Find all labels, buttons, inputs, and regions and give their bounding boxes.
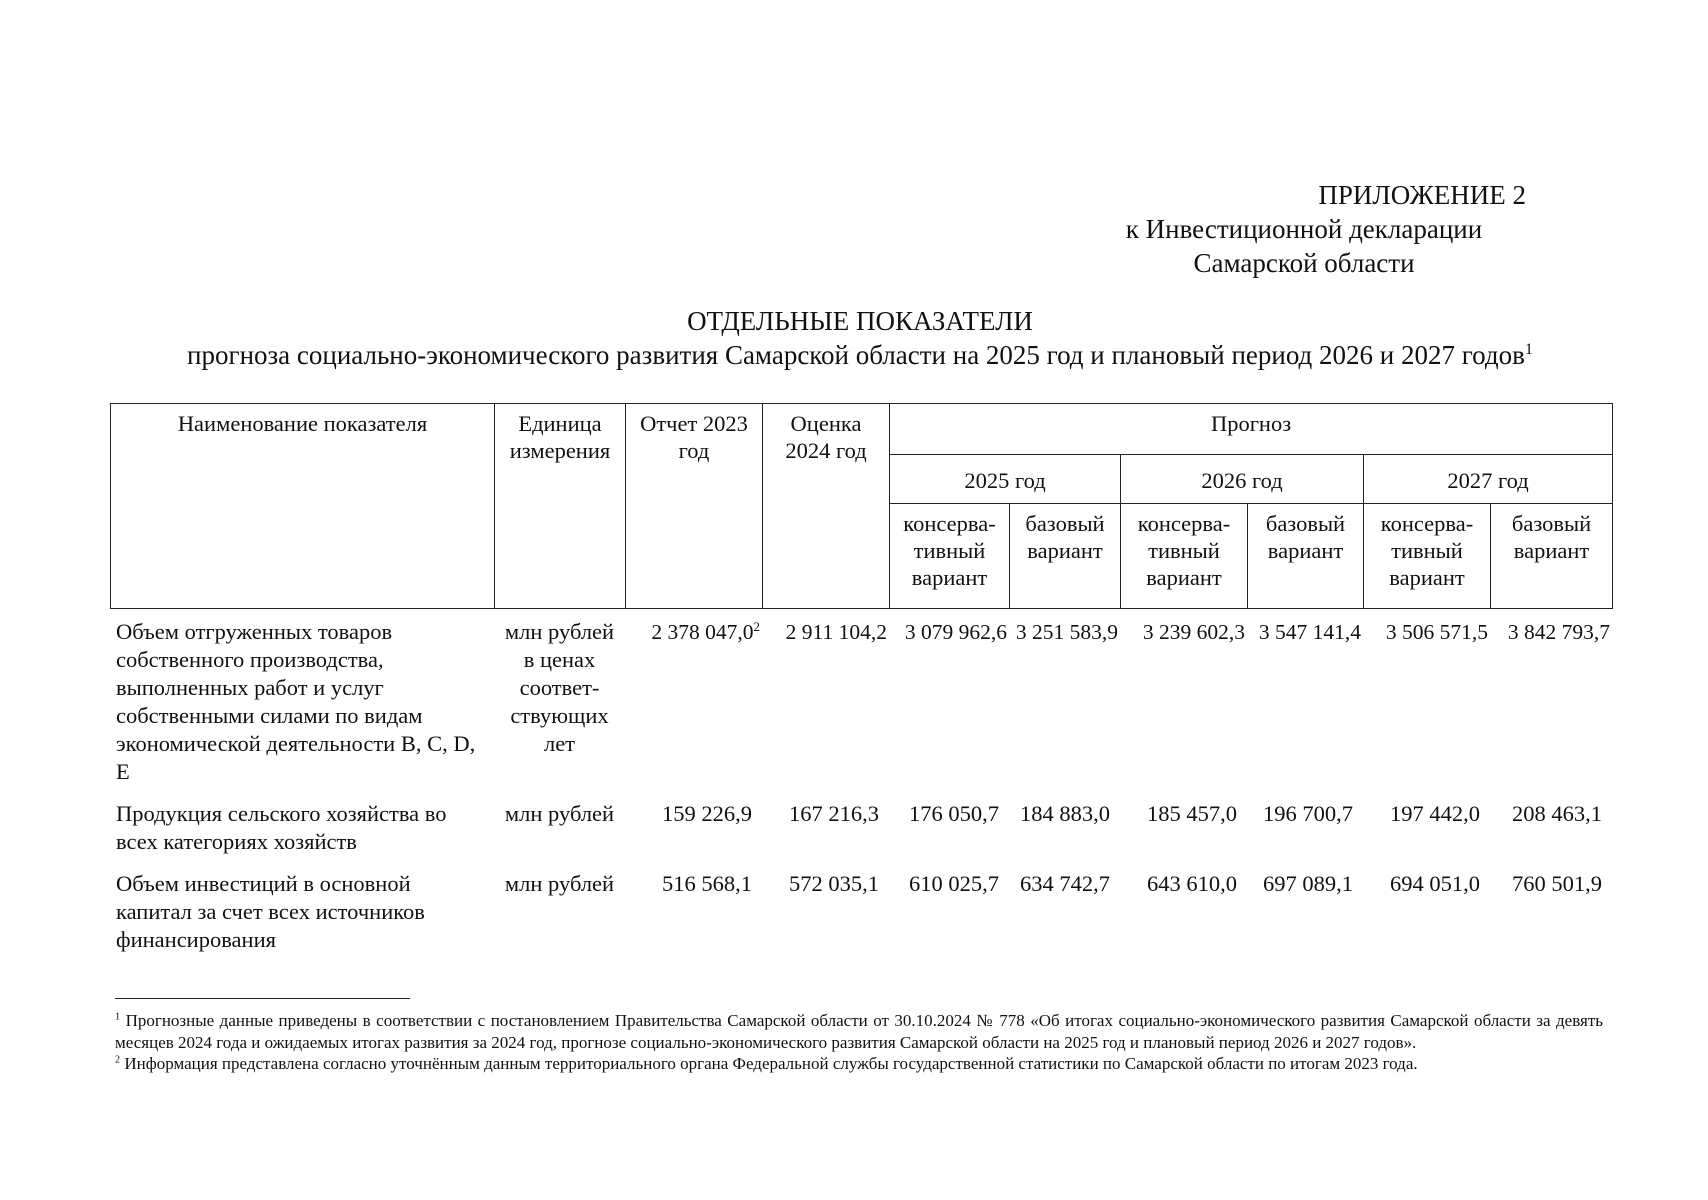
value-2026-conservative: 185 457,0	[1147, 801, 1237, 826]
value-estimate-2024: 572 035,1	[789, 871, 879, 896]
value-2025-base: 634 742,7	[1020, 871, 1110, 896]
header-variant-base-2027: базовый вариант	[1491, 504, 1613, 609]
value-2025-base: 184 883,0	[1020, 801, 1110, 826]
value-2026-conservative: 643 610,0	[1147, 871, 1237, 896]
footnote-2	[115, 1053, 1603, 1075]
indicator-unit: млн рублей	[504, 801, 615, 826]
value-report-2023	[625, 618, 762, 800]
indicators-table-header	[110, 403, 1613, 609]
value-2026-conservative: 3 239 602,3	[1142, 620, 1245, 644]
report-value: 2 378 047,0	[651, 620, 754, 644]
value-2027-conservative: 197 442,0	[1390, 801, 1480, 826]
value-2026-base: 3 547 141,4	[1258, 620, 1361, 644]
indicators-table-body	[110, 618, 1612, 968]
document-subtitle	[110, 338, 1610, 372]
footnote-separator	[115, 998, 410, 999]
indicator-unit: млн рублей в ценах соответ-ствующих лет	[504, 619, 615, 756]
indicator-unit: млн рублей	[504, 871, 615, 896]
table-row	[110, 870, 1612, 968]
footnote-text: Информация представлена согласно уточнённым данным территориального органа Федеральной службы государственной статистики по Самарской области по итогам 2023 года.	[124, 1054, 1418, 1073]
header-variant-base-2025: базовый вариант	[1010, 504, 1121, 609]
footnotes	[115, 1010, 1603, 1075]
header-year-2027: 2027 год	[1364, 455, 1613, 504]
header-year-2025: 2025 год	[890, 455, 1121, 504]
header-report-2023: Отчет 2023 год	[626, 404, 763, 609]
indicator-name: Продукция сельского хозяйства во всех категориях хозяйств	[116, 801, 447, 854]
footnote-text: Прогнозные данные приведены в соответствии с постановлением Правительства Самарской области от 30.10.2024 № 778 «Об итогах социально-экономического развития Самарской области за девять месяцев 2024 года и ожидаемых итогах развития за 2024 год, прогнозе социально-экономического развития Самарской области на 2025 год и плановый период 2026 и 2027 годов».	[115, 1011, 1604, 1052]
value-2025-conservative: 3 079 962,6	[904, 620, 1007, 644]
value-estimate-2024: 2 911 104,2	[785, 620, 887, 644]
header-indicator-name: Наименование показателя	[111, 404, 495, 609]
header-variant-conservative-2025: консерва-тивный вариант	[890, 504, 1010, 609]
header-estimate-2024: Оценка 2024 год	[763, 404, 890, 609]
header-variant-conservative-2026: консерва-тивный вариант	[1121, 504, 1248, 609]
table-row	[110, 618, 1612, 800]
value-2026-base: 196 700,7	[1263, 801, 1353, 826]
annex-number: ПРИЛОЖЕНИЕ 2	[1318, 180, 1526, 210]
footnote-mark: 1	[115, 1011, 121, 1023]
value-2027-base: 3 842 793,7	[1507, 620, 1610, 644]
value-report-2023: 516 568,1	[662, 871, 752, 896]
value-2025-conservative: 176 050,7	[909, 801, 999, 826]
annex-reference: к Инвестиционной декларации	[1125, 214, 1483, 244]
footnote-ref-2: 2	[753, 619, 760, 634]
annex-header	[1024, 178, 1584, 280]
value-2027-conservative: 694 051,0	[1390, 871, 1480, 896]
header-variant-conservative-2027: консерва-тивный вариант	[1364, 504, 1491, 609]
value-2027-conservative: 3 506 571,5	[1385, 620, 1488, 644]
footnote-1	[115, 1010, 1603, 1053]
annex-region: Самарской области	[1193, 248, 1415, 278]
value-2025-conservative: 610 025,7	[909, 871, 999, 896]
footnote-mark: 2	[115, 1054, 121, 1066]
indicator-name: Объем инвестиций в основной капитал за счет всех источников финансирования	[116, 871, 425, 952]
document-title: ОТДЕЛЬНЫЕ ПОКАЗАТЕЛИ	[687, 306, 1033, 336]
table-row	[110, 800, 1612, 870]
value-2027-base: 208 463,1	[1512, 801, 1602, 826]
subtitle-text: прогноза социально-экономического развития Самарской области на 2025 год и плановый период 2026 и 2027 годов	[187, 340, 1525, 370]
header-year-2026: 2026 год	[1121, 455, 1364, 504]
value-2025-base: 3 251 583,9	[1015, 620, 1118, 644]
header-variant-base-2026: базовый вариант	[1248, 504, 1364, 609]
footnote-ref-1: 1	[1524, 340, 1533, 358]
header-unit: Единица измерения	[495, 404, 626, 609]
header-forecast: Прогноз	[890, 404, 1613, 455]
indicator-name: Объем отгруженных товаров собственного производства, выполненных работ и услуг собственными силами по видам экономической деятельности B, C, D, E	[116, 619, 476, 784]
value-2027-base: 760 501,9	[1512, 871, 1602, 896]
value-estimate-2024: 167 216,3	[789, 801, 879, 826]
value-report-2023: 159 226,9	[662, 801, 752, 826]
value-2026-base: 697 089,1	[1263, 871, 1353, 896]
